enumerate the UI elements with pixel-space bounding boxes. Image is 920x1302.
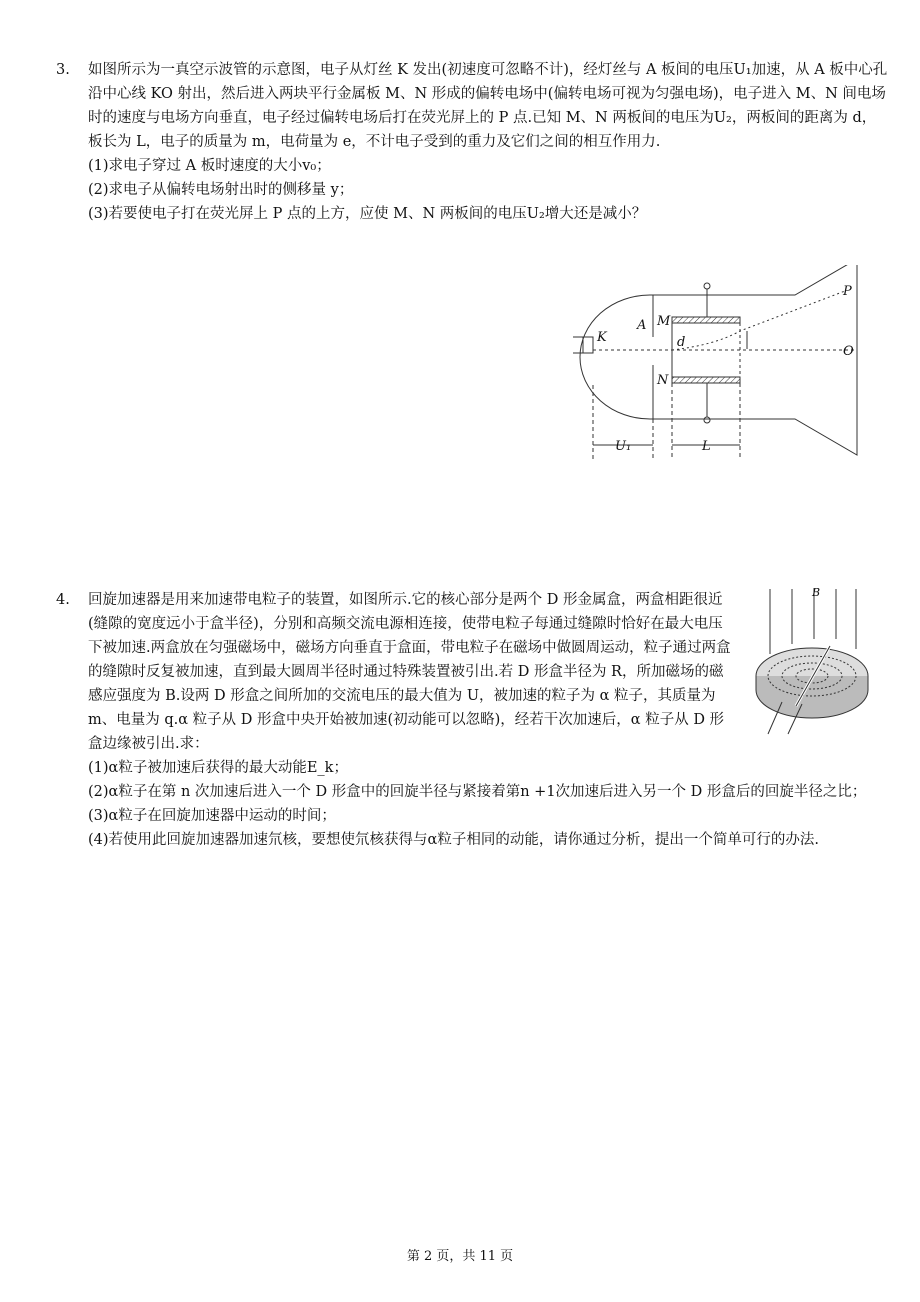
label-B: B [812, 586, 821, 599]
label-A: A [637, 318, 647, 333]
sub-question-2: (2)α粒子在第 n 次加速后进入一个 D 形盒中的回旋半径与紧接着第n +1次加速后进入另一个 D 形盒后的回旋半径之比； [88, 784, 867, 800]
label-U1: U₁ [615, 439, 632, 454]
label-L: L [702, 439, 711, 454]
question-number: 4. [56, 592, 70, 608]
sub-question-1: (1)α粒子被加速后获得的最大动能E_k； [88, 760, 348, 776]
cyclotron-diagram [748, 584, 870, 742]
oscilloscope-tube-diagram [565, 265, 865, 465]
question-stem: 回旋加速器是用来加速带电粒子的装置，如图所示.它的核心部分是两个 D 形金属盒，两盒相距很近(缝隙的宽度远小于盒半径)，分别和高频交流电源相连接，使带电粒子每通过缝隙时恰好在最大电压下被加速.两盒放在匀强磁场中，磁场方向垂直于盒面，带电粒子在磁场中做圆周运动，粒子通过两盒的缝隙时反复被加速，直到最大圆周半径时通过特殊装置被引出.若 D 形盒半径为 R，所加磁场的磁感应强度为 B.设两 D 形盒之间所加的交流电压的最大值为 U，被加速的粒子为 α 粒子，其质量为 m、电量为 q.α 粒子从 D 形盒中央开始被加速(初动能可以忽略)，经若干次加速后，α 粒子从 D 形盒边缘被引出.求： [88, 592, 731, 752]
label-M: M [657, 314, 671, 329]
sub-question-4: (4)若使用此回旋加速器加速氘核，要想使氘核获得与α粒子相同的动能，请你通过分析，提出一个简单可行的办法. [88, 832, 819, 848]
question-stem: 如图所示为一真空示波管的示意图，电子从灯丝 K 发出(初速度可忽略不计)，经灯丝与 A 板间的电压U₁加速，从 A 板中心孔沿中心线 KO 射出，然后进入两块平行金属板 M、N 形成的偏转电场中(偏转电场可视为匀强电场)，电子进入 M、N 间电场时的速度与电场方向垂直，电子经过偏转电场后打在荧光屏上的 P 点.已知 M、N 两板间的电压为U₂，两板间的距离为 d，板长为 L，电子的质量为 m，电荷量为 e，不计电子受到的重力及它们之间的相互作用力. [88, 62, 888, 150]
question-number: 3. [56, 62, 70, 78]
sub-question-1: (1)求电子穿过 A 板时速度的大小v₀； [88, 158, 331, 174]
label-P: P [843, 284, 852, 299]
sub-question-3: (3)若要使电子打在荧光屏上 P 点的上方，应使 M、N 两板间的电压U₂增大还是减小？ [88, 206, 647, 222]
label-N: N [657, 373, 669, 388]
sub-question-2: (2)求电子从偏转电场射出时的侧移量 y； [88, 182, 354, 198]
label-K: K [597, 330, 607, 345]
sub-question-3: (3)α粒子在回旋加速器中运动的时间； [88, 808, 336, 824]
label-d: d [677, 335, 686, 350]
question-3 [56, 58, 888, 226]
label-O: O [843, 344, 854, 359]
page-footer: 第 2 页，共 11 页 [406, 1249, 514, 1264]
